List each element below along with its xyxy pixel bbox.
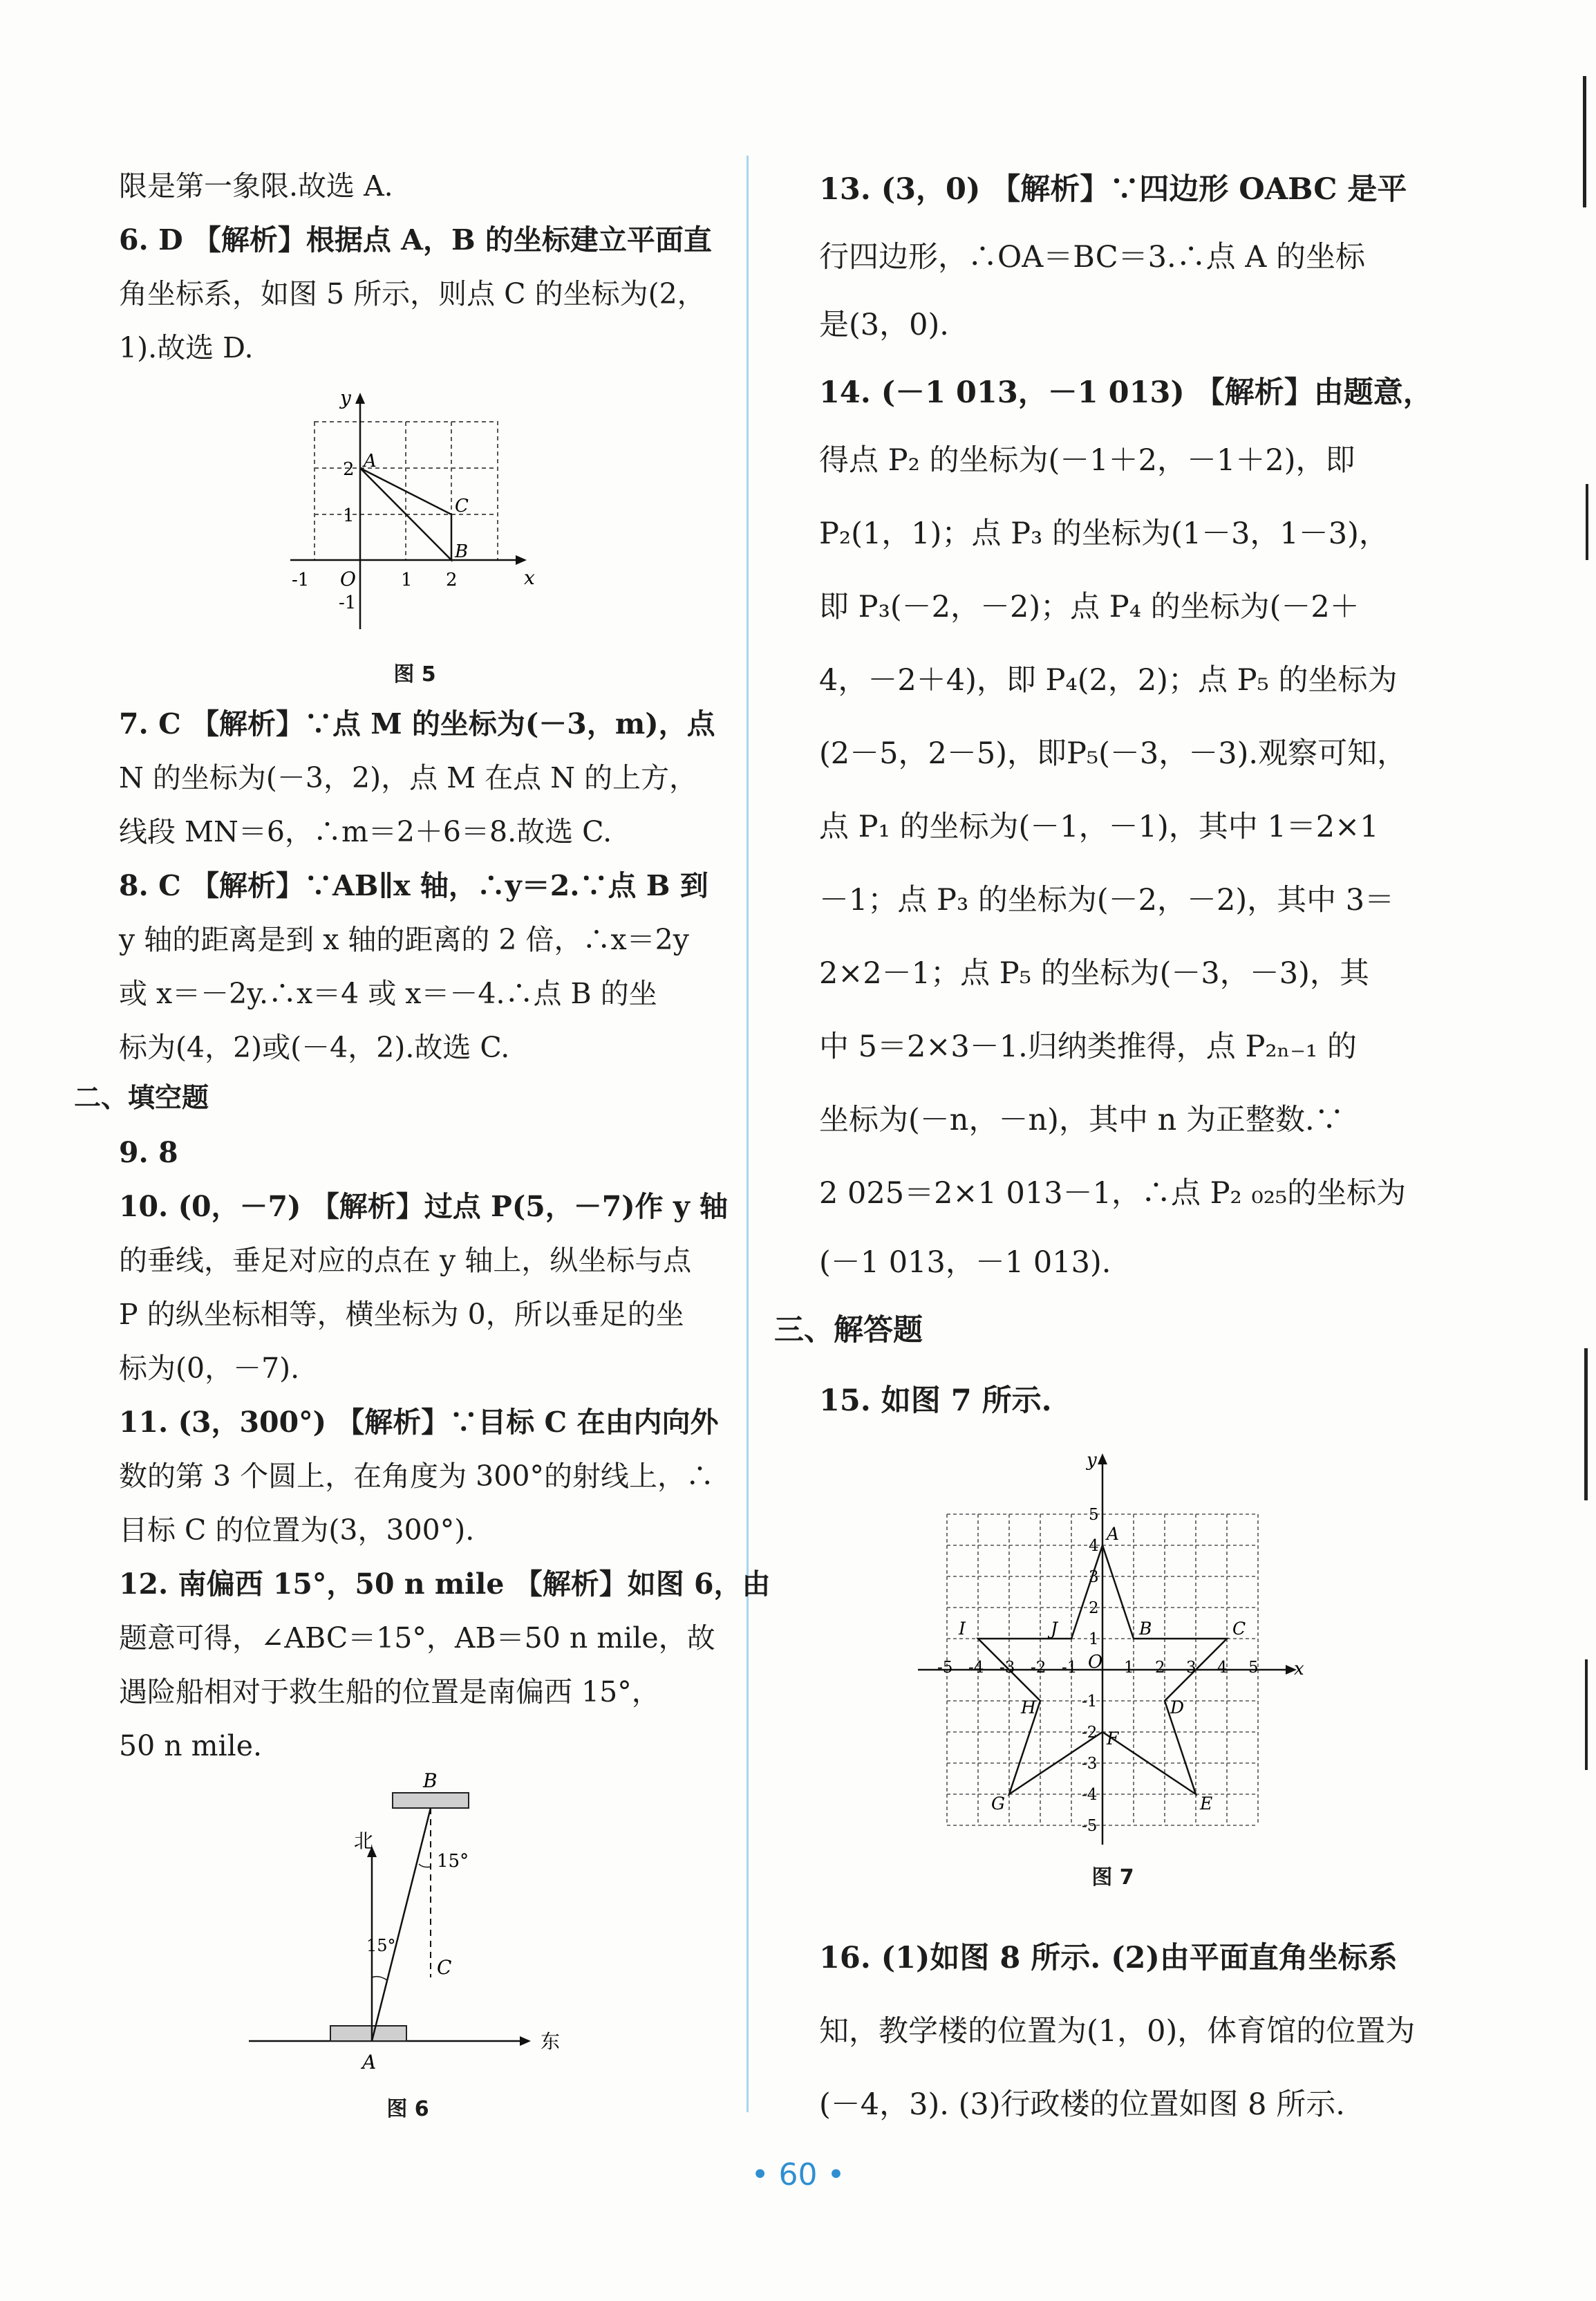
column-divider	[747, 156, 749, 2112]
scan-edge-mark	[1584, 1348, 1588, 1500]
tick-label: 2	[343, 459, 355, 480]
origin-label: O	[340, 568, 356, 590]
tick-label: 5	[1248, 1659, 1259, 1677]
answer-14-line: 14. (－1 013，－1 013) 【解析】由题意，	[819, 375, 1433, 410]
text-line: 即 P₃(－2，－2)；点 P₄ 的坐标为(－2＋	[819, 590, 1360, 624]
tick-label: 4	[1089, 1537, 1099, 1555]
tick-label: -4	[968, 1659, 984, 1677]
section-heading: 三、解答题	[774, 1313, 923, 1348]
text-line: 50 n mile.	[119, 1729, 263, 1762]
answer-8-line: 8. C 【解析】∵AB∥x 轴，∴y＝2.∵点 B 到	[119, 869, 708, 902]
figure-7	[912, 1445, 1306, 1846]
answer-12-line: 12. 南偏西 15°，50 n mile 【解析】如图 6，由	[119, 1567, 771, 1601]
text-line: 角坐标系，如图 5 所示，则点 C 的坐标为(2，	[119, 277, 706, 310]
point-label-f: F	[1107, 1729, 1119, 1749]
tick-label: -1	[292, 570, 310, 590]
angle-label: 15°	[437, 1851, 469, 1872]
figure-6	[242, 1770, 588, 2074]
point-label-c: C	[1232, 1619, 1246, 1639]
east-label: 东	[541, 2030, 561, 2053]
origin-label: O	[1088, 1652, 1103, 1673]
tick-label: 1	[1124, 1659, 1134, 1677]
tick-label: 3	[1089, 1568, 1099, 1586]
answer-6-line: 6. D 【解析】根据点 A，B 的坐标建立平面直	[119, 223, 712, 257]
text-line: 2 025＝2×1 013－1，∴点 P₂ ₀₂₅的坐标为	[819, 1176, 1407, 1211]
text-line: 知，教学楼的位置为(1，0)，体育馆的位置为	[819, 2014, 1416, 2049]
point-label-i: I	[959, 1619, 966, 1639]
text-line: P₂(1，1)；点 P₃ 的坐标为(1－3，1－3)，	[819, 516, 1389, 551]
y-axis-label: y	[340, 386, 351, 409]
angle-label: 15°	[366, 1936, 396, 1955]
section-heading: 二、填空题	[74, 1083, 209, 1114]
point-label-c: C	[455, 496, 469, 516]
point-label-j: J	[1051, 1619, 1058, 1639]
answer-16-line: 16. (1)如图 8 所示. (2)由平面直角坐标系	[819, 1941, 1398, 1975]
tick-label: -2	[1031, 1659, 1046, 1677]
point-label-b: B	[455, 541, 469, 562]
tick-label: -1	[1062, 1659, 1078, 1677]
text-line: P 的纵坐标相等，横坐标为 0，所以垂足的坐	[119, 1298, 684, 1331]
point-label-e: E	[1200, 1794, 1213, 1814]
tick-label: 2	[1089, 1599, 1099, 1617]
scan-edge-mark	[1583, 76, 1586, 207]
figure-7-caption: 图 7	[1091, 1865, 1134, 1890]
tick-label: 5	[1089, 1506, 1099, 1524]
tick-label: 1	[401, 570, 413, 590]
text-line: y 轴的距离是到 x 轴的距离的 2 倍，∴x＝2y	[119, 923, 689, 956]
point-label-b: B	[423, 1770, 438, 1792]
text-line: 4，－2＋4)，即 P₄(2，2)；点 P₅ 的坐标为	[819, 663, 1398, 698]
tick-label: 4	[1217, 1659, 1228, 1677]
scan-edge-mark	[1586, 484, 1588, 560]
text-line: 遇险船相对于救生船的位置是南偏西 15°，	[119, 1675, 660, 1708]
point-label-a: A	[362, 2051, 377, 2074]
text-line: 或 x＝－2y.∴x＝4 或 x＝－4.∴点 B 的坐	[119, 977, 657, 1010]
text-line: 行四边形，∴OA＝BC＝3.∴点 A 的坐标	[819, 240, 1366, 274]
text-line: 线段 MN＝6，∴m＝2＋6＝8.故选 C.	[119, 815, 612, 848]
tick-label: 2	[446, 570, 458, 590]
text-line: 1).故选 D.	[119, 331, 254, 364]
tick-label: -3	[999, 1659, 1015, 1677]
text-line: 数的第 3 个圆上，在角度为 300°的射线上，∴	[119, 1460, 714, 1493]
text-line: 题意可得，∠ABC＝15°，AB＝50 n mile，故	[119, 1621, 715, 1655]
tick-label: -3	[1082, 1755, 1098, 1773]
point-label-a: A	[1107, 1524, 1120, 1544]
text-line: 的垂线，垂足对应的点在 y 轴上，纵坐标与点	[119, 1244, 692, 1277]
text-line: 是(3，0).	[819, 308, 949, 342]
text-line: 标为(4，2)或(－4，2).故选 C.	[119, 1031, 510, 1064]
text-line: 限是第一象限.故选 A.	[119, 169, 393, 203]
tick-label: 1	[1089, 1630, 1099, 1648]
north-label: 北	[354, 1829, 374, 1852]
answer-13-line: 13. (3，0) 【解析】∵四边形 OABC 是平	[819, 172, 1407, 207]
tick-label: 3	[1186, 1659, 1196, 1677]
point-label-h: H	[1021, 1697, 1036, 1717]
x-axis-label: x	[524, 566, 535, 589]
answer-7-line: 7. C 【解析】∵点 M 的坐标为(－3，m)，点	[119, 707, 715, 740]
text-line: －1；点 P₃ 的坐标为(－2，－2)，其中 3＝	[819, 883, 1395, 917]
tick-label: -4	[1082, 1786, 1098, 1804]
x-axis-label: x	[1294, 1659, 1304, 1679]
tick-label: -5	[1082, 1817, 1098, 1835]
point-label-g: G	[991, 1794, 1005, 1814]
text-line: 目标 C 的位置为(3，300°).	[119, 1513, 475, 1547]
tick-label: -1	[1082, 1693, 1098, 1711]
answer-10-line: 10. (0，－7) 【解析】过点 P(5，－7)作 y 轴	[119, 1190, 729, 1223]
answer-9-line: 9. 8	[119, 1136, 178, 1169]
text-line: 得点 P₂ 的坐标为(－1＋2，－1＋2)，即	[819, 443, 1355, 478]
text-line: (2－5，2－5)，即P₅(－3，－3).观察可知，	[819, 736, 1407, 771]
point-label-b: B	[1139, 1619, 1152, 1639]
y-axis-label: y	[1087, 1450, 1097, 1471]
scan-edge-mark	[1585, 1659, 1588, 1770]
text-line: 2×2－1；点 P₅ 的坐标为(－3，－3)，其	[819, 956, 1369, 991]
point-label-a: A	[364, 451, 377, 472]
text-line: (－4，3). (3)行政楼的位置如图 8 所示.	[819, 2087, 1345, 2122]
tick-label: -2	[1082, 1724, 1098, 1742]
point-label-d: D	[1170, 1697, 1185, 1717]
figure-5-caption: 图 5	[393, 662, 436, 687]
tick-label: 2	[1155, 1659, 1165, 1677]
figure-5	[276, 380, 539, 636]
text-line: 点 P₁ 的坐标为(－1，－1)，其中 1＝2×1	[819, 810, 1379, 844]
page-number: • 60 •	[751, 2157, 845, 2192]
answer-15-line: 15. 如图 7 所示.	[819, 1384, 1052, 1418]
figure-6-caption: 图 6	[386, 2097, 429, 2121]
text-line: (－1 013，－1 013).	[819, 1245, 1111, 1280]
answer-11-line: 11. (3，300°) 【解析】∵目标 C 在由内向外	[119, 1406, 719, 1439]
text-line: 中 5＝2×3－1.归纳类推得，点 P₂ₙ₋₁ 的	[819, 1030, 1357, 1064]
tick-label: -1	[339, 593, 357, 613]
text-line: 标为(0，－7).	[119, 1352, 300, 1385]
text-line: N 的坐标为(－3，2)，点 M 在点 N 的上方，	[119, 761, 698, 794]
tick-label: -5	[937, 1659, 953, 1677]
text-line: 坐标为(－n，－n)，其中 n 为正整数.∵	[819, 1103, 1344, 1137]
tick-label: 1	[343, 505, 355, 526]
point-label-c: C	[437, 1956, 452, 1979]
